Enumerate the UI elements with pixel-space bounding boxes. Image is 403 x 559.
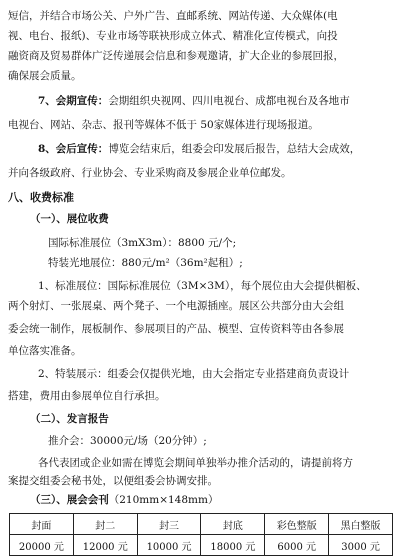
section-heading-fees: 八、收费标准 <box>8 191 74 204</box>
table-cell: 6000 元 <box>265 535 329 556</box>
paragraph-line: 并向各级政府、行业协会、专业采购商及参展企业单位邮发。 <box>8 167 292 179</box>
paragraph-line: 确保展会质量。 <box>8 70 82 82</box>
paragraph-line: 2、特装展示：组委会仅提供光地，由大会指定专业搭建商负责设计 <box>38 368 350 380</box>
paragraph-line: 各代表团或企业如需在博览会期间单独举办推介活动的，请提前将方 <box>38 457 353 469</box>
table-header-cell: 黑白整版 <box>329 514 393 535</box>
paragraph-line <box>38 94 397 109</box>
raw-space-price: 特装光地展位：880元/m²（36m²起租）; <box>48 257 243 269</box>
paragraph-line: 电视台、网站、杂志、报刊等媒体不低于 50家媒体进行现场报道。 <box>8 119 319 131</box>
promotion-fee: 推介会：30000元/场（20分钟）; <box>48 435 207 447</box>
item-text: 博览会结束后，组委会印发展后报告，总结大会成效， <box>108 143 361 155</box>
table-header-cell: 封二 <box>73 514 137 535</box>
paragraph-line: 委会统一制作，展板制作、参展项目的产品、模型、宣传资料等由各参展 <box>8 323 344 335</box>
catalogue-size: （210mm×148mm） <box>108 494 219 506</box>
item-heading-meeting-publicity: 7、会期宣传： <box>38 95 109 107</box>
table-header-cell: 封面 <box>10 514 74 535</box>
catalogue-fee-table <box>9 513 393 556</box>
table-row <box>10 535 393 556</box>
paragraph-line: 融资商及贸易群体广泛传递展会信息和参观邀请，扩大企业的参展回报， <box>8 50 344 62</box>
paragraph-line: 搭建，费用由参展单位自行承担。 <box>8 390 166 402</box>
table-cell: 10000 元 <box>137 535 201 556</box>
table-cell: 3000 元 <box>329 535 393 556</box>
standard-booth-price: 国际标准展位（3mX3m）：8800 元/个; <box>48 237 237 249</box>
item-heading-post-meeting-publicity: 8、会后宣传： <box>38 143 109 155</box>
table-cell: 18000 元 <box>201 535 265 556</box>
table-header-cell: 封底 <box>201 514 265 535</box>
table-header-row <box>10 514 393 535</box>
subsection-heading-catalogue <box>30 493 397 508</box>
catalogue-heading: （三）、展会会刊 <box>30 494 109 506</box>
paragraph-line: 视、电台、报纸)、专业市场等联袂形成立体式、精准化宣传模式，向投 <box>8 30 338 42</box>
subsection-heading-booth-fees: （一）、展位收费 <box>30 213 109 225</box>
table-cell: 20000 元 <box>10 535 74 556</box>
table-header-cell: 彩色整版 <box>265 514 329 535</box>
item-text: 会期组织央视网、四川电视台、成都电视台及各地市 <box>108 95 350 107</box>
table-header-cell: 封三 <box>137 514 201 535</box>
paragraph-line: 短信，并结合市场公关、户外广告、直邮系统、网站传递、大众媒体(电 <box>8 10 338 22</box>
paragraph-line: 单位落实准备。 <box>8 345 82 357</box>
table-cell: 12000 元 <box>73 535 137 556</box>
paragraph-line: 两个射灯、一张展桌、两个凳子、一个电源插座。展区公共部分由大会组 <box>8 300 344 312</box>
paragraph-line: 案提交组委会秘书处，以便组委会协调安排。 <box>8 475 218 487</box>
paragraph-line <box>38 142 397 157</box>
paragraph-line: 1、标准展位：国际标准展位（3M×3M），每个展位由大会提供楣板、 <box>38 280 367 292</box>
subsection-heading-presentation: （二）、发言报告 <box>30 413 109 425</box>
